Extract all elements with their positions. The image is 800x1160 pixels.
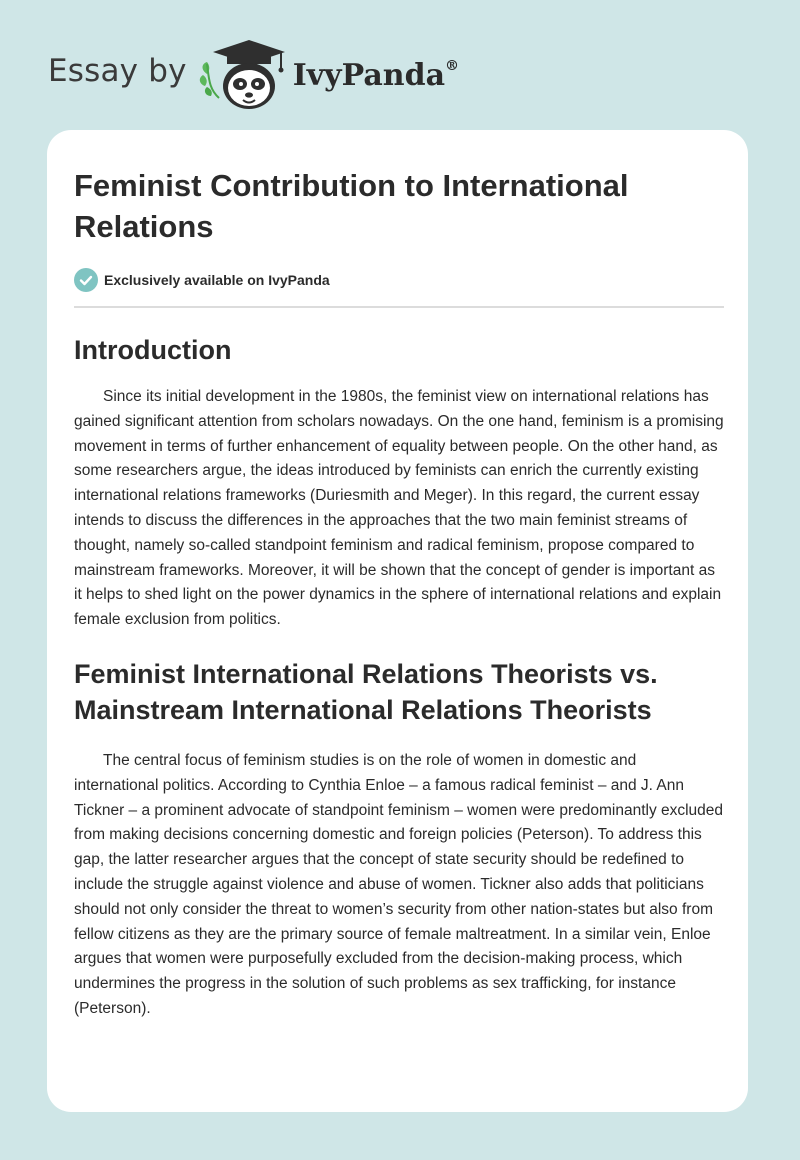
divider xyxy=(74,306,724,308)
check-circle-icon xyxy=(74,268,98,292)
exclusive-badge-text: Exclusively available on IvyPanda xyxy=(104,272,330,288)
panda-graduate-icon[interactable] xyxy=(197,34,289,114)
exclusive-badge xyxy=(74,267,724,293)
registered-mark: ® xyxy=(445,57,460,74)
section-heading-introduction: Introduction xyxy=(74,335,232,365)
section-heading-feminist-vs-mainstream: Feminist International Relations Theorists vs. Mainstream International Relations Theorists xyxy=(74,658,658,725)
site-header xyxy=(48,34,459,114)
section-body-feminist-vs-mainstream: The central focus of feminism studies is on the role of women in domestic and international politics. According to Cynthia Enloe – a famous radical feminist – and J. Ann Tickner – a prominent advocate of standpoint feminism – women were predominantly excluded from making decisions concerning domestic and foreign policies (Peterson). To address this gap, the latter researcher argues that the concept of state security should be redefined to include the struggle against violence and abuse of women. Tickner also adds that politicians should not only consider the threat to women’s security from other nation-states but also from fellow citizens as they are the primary source of female maltreatment. In a similar vein, Enloe argues that women were purposefully excluded from the decision-making process, which undermines the progress in the solution of such problems as sex trafficking, for instance (Peterson). xyxy=(74,751,724,1017)
section-body-introduction: Since its initial development in the 1980s, the feminist view on international relations has gained significant attention from scholars nowadays. On the one hand, feminism is a promising movement in terms of further enhancement of equality between people. On the other hand, as some researchers argue, the ideas introduced by feminists can enrich the currently existing international relations frameworks (Duriesmith and Meger). In this regard, the current essay intends to discuss the differences in the approaches that the two main feminist streams of thought, namely so-called standpoint feminism and radical feminism, propose compared to mainstream frameworks. Moreover, it will be shown that the concept of gender is important as it helps to shed light on the power dynamics in the sphere of international relations and explain female exclusion from politics. xyxy=(74,388,724,629)
essay-title: Feminist Contribution to International Relations xyxy=(74,168,629,244)
essay-card xyxy=(47,130,748,1112)
essay-by-label: Essay by xyxy=(48,53,187,89)
brand-name[interactable]: IvyPanda® xyxy=(292,57,460,93)
